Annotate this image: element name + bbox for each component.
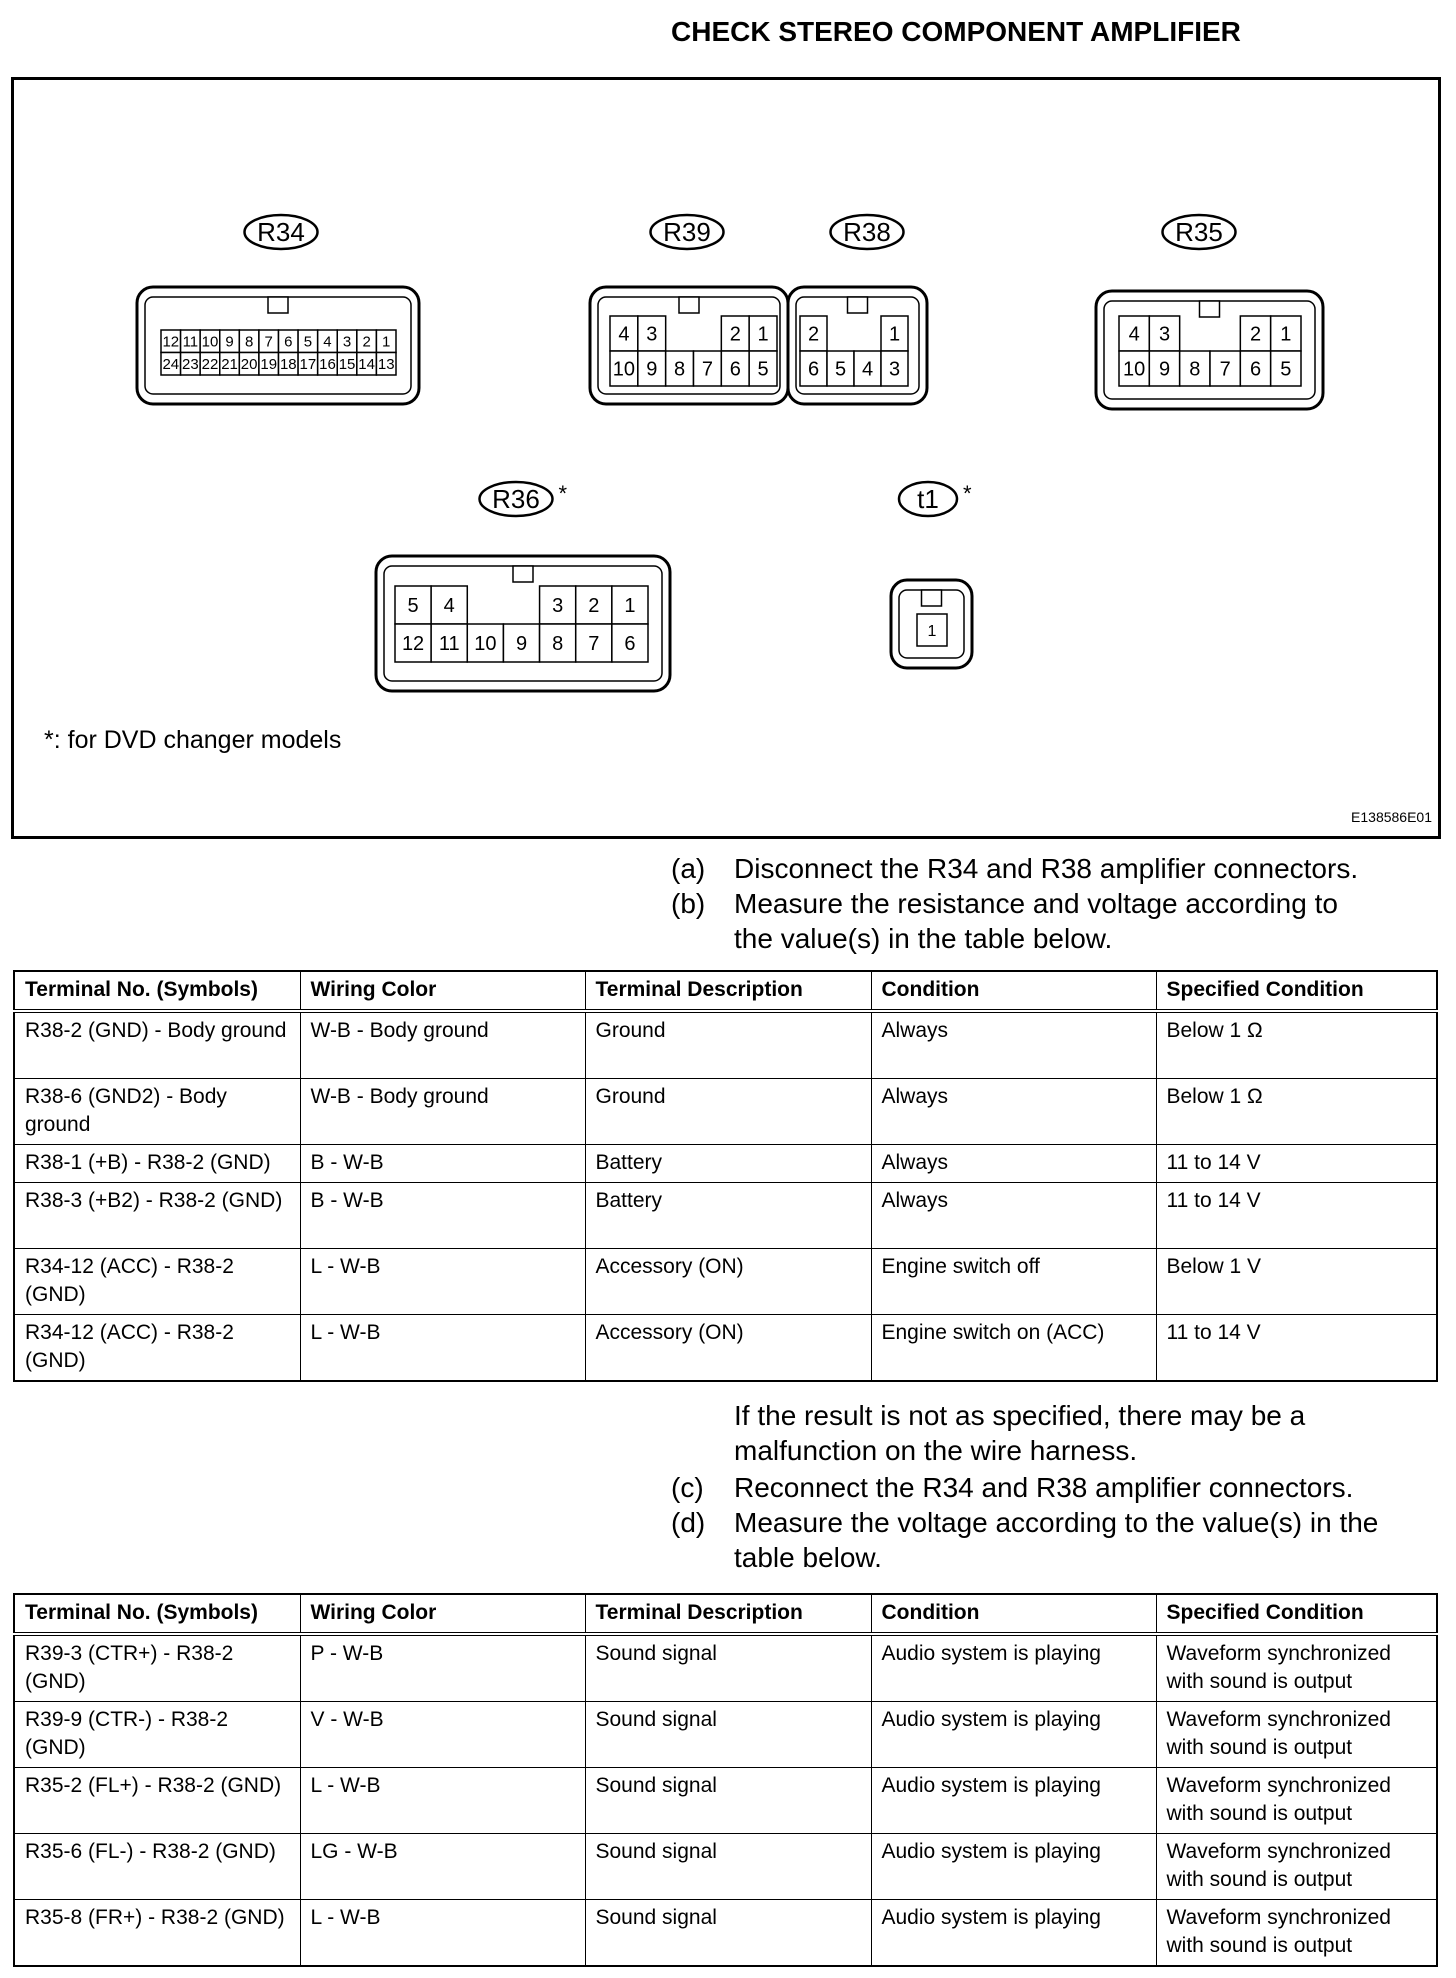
pin-number: 8 (244, 333, 254, 351)
connector-latch (848, 297, 868, 313)
table-cell: Audio system is playing (871, 1834, 1156, 1900)
connector-t1 (891, 481, 972, 668)
table-cell: R34-12 (ACC) - R38-2 (GND) (14, 1315, 300, 1382)
column-header: Condition (871, 971, 1156, 1011)
column-header: Terminal No. (Symbols) (14, 971, 300, 1011)
pin-number: 6 (729, 358, 741, 381)
pin-number: 3 (1158, 323, 1171, 346)
step-label: (c) (671, 1472, 704, 1503)
pin-number: 5 (757, 358, 769, 381)
table-cell: R39-3 (CTR+) - R38-2 (GND) (14, 1634, 300, 1702)
pin-number: 6 (624, 633, 636, 656)
pin-number: 12 (401, 633, 425, 656)
pin-number: 7 (264, 333, 273, 351)
step-label: (a) (671, 853, 706, 884)
connector-diagram (11, 77, 1441, 839)
pin-number: 2 (729, 323, 741, 346)
pin-number: 14 (358, 356, 375, 374)
connector-label: t1 (917, 484, 939, 514)
pin-number: 7 (588, 633, 600, 656)
table-cell: Sound signal (585, 1702, 871, 1768)
pin-number: 9 (515, 633, 528, 656)
result-note-line: If the result is not as specified, there may be a (734, 1400, 1306, 1431)
table-cell: R35-6 (FL-) - R38-2 (GND) (14, 1834, 300, 1900)
column-header: Wiring Color (300, 1594, 585, 1634)
pin-number: 5 (834, 358, 847, 381)
step-text-line: the value(s) in the table below. (734, 923, 1113, 954)
table-row (14, 1702, 1437, 1768)
pin-number: 16 (319, 356, 336, 374)
pin-number: 10 (474, 633, 497, 656)
table-cell: R38-6 (GND2) - Body ground (14, 1079, 300, 1145)
pin-number: 6 (807, 358, 820, 381)
step-label: (d) (671, 1507, 706, 1538)
connector-label: R38 (843, 217, 891, 247)
pin-number: 10 (612, 358, 636, 381)
table-cell: LG - W-B (300, 1834, 585, 1900)
table-cell: Sound signal (585, 1634, 871, 1702)
step-text (734, 851, 1358, 886)
pin-number: 7 (701, 358, 713, 381)
step-text-line: Measure the voltage according to the value(s) in the (734, 1507, 1379, 1538)
table-cell: L - W-B (300, 1900, 585, 1967)
table-cell: R38-1 (+B) - R38-2 (GND) (14, 1145, 300, 1183)
table-cell: 11 to 14 V (1156, 1315, 1437, 1382)
table-cell: Audio system is playing (871, 1634, 1156, 1702)
pin-number: 6 (284, 333, 293, 351)
table-cell: Waveform synchronized with sound is output (1156, 1834, 1437, 1900)
step-label: (b) (671, 888, 706, 919)
table-cell: 11 to 14 V (1156, 1145, 1437, 1183)
pin-number: 6 (1249, 358, 1262, 381)
pin-number: 21 (221, 356, 238, 374)
pin-number: 4 (861, 358, 874, 381)
pin-number: 24 (162, 356, 180, 374)
pin-number: 17 (299, 356, 317, 374)
table-row (14, 1249, 1437, 1315)
table-cell: R38-2 (GND) - Body ground (14, 1011, 300, 1079)
pin-number: 3 (646, 323, 658, 346)
table-cell: V - W-B (300, 1702, 585, 1768)
column-header: Terminal No. (Symbols) (14, 1594, 300, 1634)
table-row (14, 1079, 1437, 1145)
connector-label: R39 (663, 217, 711, 247)
step-text (734, 1505, 1378, 1575)
table-row (14, 1900, 1437, 1967)
connector-latch (922, 590, 942, 606)
pin-number: 5 (407, 595, 419, 618)
table-cell: L - W-B (300, 1249, 585, 1315)
figure-code: E138586E01 (1351, 809, 1432, 825)
table-row (14, 1011, 1437, 1079)
pin-number: 12 (162, 333, 180, 351)
table-cell: Ground (585, 1079, 871, 1145)
pin-number: 2 (362, 333, 371, 351)
table-cell: Sound signal (585, 1834, 871, 1900)
page-title: CHECK STEREO COMPONENT AMPLIFIER (671, 16, 1241, 47)
table-header-row (14, 1594, 1437, 1634)
result-note-line: malfunction on the wire harness. (734, 1435, 1138, 1466)
pin-number: 20 (240, 356, 258, 374)
pin-number: 1 (624, 595, 636, 618)
table-cell: Always (871, 1183, 1156, 1249)
footnote: *: for DVD changer models (44, 726, 342, 754)
pin-number: 4 (323, 333, 332, 351)
table-cell: R39-9 (CTR-) - R38-2 (GND) (14, 1702, 300, 1768)
table-cell: Waveform synchronized with sound is output (1156, 1634, 1437, 1702)
table-cell: P - W-B (300, 1634, 585, 1702)
pin-number: 4 (618, 323, 630, 346)
table-cell: Waveform synchronized with sound is output (1156, 1702, 1437, 1768)
pin-number: 13 (377, 356, 395, 374)
pin-number: 2 (807, 323, 820, 346)
pin-number: 2 (1249, 323, 1262, 346)
step-text-line: Reconnect the R34 and R38 amplifier connectors. (734, 1472, 1354, 1503)
pin-number: 22 (201, 356, 219, 374)
pin-number: 11 (182, 333, 199, 351)
table-row (14, 1145, 1437, 1183)
pin-number: 7 (1219, 358, 1231, 381)
connector-label: R34 (257, 217, 305, 247)
table-cell: Always (871, 1079, 1156, 1145)
table-row (14, 1634, 1437, 1702)
table-cell: R34-12 (ACC) - R38-2 (GND) (14, 1249, 300, 1315)
connector-r34 (137, 215, 419, 404)
pin-number: 18 (279, 356, 297, 374)
pin-number: 9 (646, 358, 658, 381)
table-cell: Sound signal (585, 1768, 871, 1834)
connector-r39 (590, 215, 788, 404)
table-cell: Sound signal (585, 1900, 871, 1967)
step-text-line: table below. (734, 1542, 882, 1573)
table-header-row (14, 971, 1437, 1011)
step-text (734, 1470, 1353, 1505)
connector-latch (268, 297, 288, 313)
table-cell: Waveform synchronized with sound is output (1156, 1900, 1437, 1967)
table-cell: L - W-B (300, 1315, 585, 1382)
pin-number: 1 (927, 622, 937, 640)
signal-voltage-table (13, 1593, 1438, 1967)
column-header: Wiring Color (300, 971, 585, 1011)
pin-number: 9 (225, 333, 234, 351)
table-row (14, 1315, 1437, 1382)
pin-number: 4 (1128, 323, 1140, 346)
column-header: Condition (871, 1594, 1156, 1634)
table-cell: Below 1 V (1156, 1249, 1437, 1315)
pin-number: 23 (182, 356, 199, 374)
table-cell: Always (871, 1011, 1156, 1079)
table-cell: 11 to 14 V (1156, 1183, 1437, 1249)
pin-number: 3 (888, 358, 901, 381)
pin-number: 1 (888, 323, 901, 346)
dvd-model-asterisk: * (558, 481, 568, 506)
table-cell: W-B - Body ground (300, 1079, 585, 1145)
table-row (14, 1183, 1437, 1249)
table-cell: Below 1 Ω (1156, 1011, 1437, 1079)
connector-latch (1200, 301, 1220, 317)
connector-latch (679, 297, 699, 313)
connector-r38 (788, 215, 927, 404)
table-cell: Below 1 Ω (1156, 1079, 1437, 1145)
pin-number: 10 (201, 333, 219, 351)
table-cell: W-B - Body ground (300, 1011, 585, 1079)
column-header: Terminal Description (585, 1594, 871, 1634)
table-cell: Accessory (ON) (585, 1315, 871, 1382)
pin-number: 3 (552, 595, 564, 618)
table-cell: R35-2 (FL+) - R38-2 (GND) (14, 1768, 300, 1834)
connector-latch (513, 566, 533, 582)
table-row (14, 1768, 1437, 1834)
table-cell: Engine switch on (ACC) (871, 1315, 1156, 1382)
table-cell: Accessory (ON) (585, 1249, 871, 1315)
column-header: Specified Condition (1156, 1594, 1437, 1634)
pin-number: 19 (260, 356, 278, 374)
table-cell: Audio system is playing (871, 1702, 1156, 1768)
pin-number: 1 (1280, 323, 1292, 346)
pin-number: 5 (303, 333, 313, 351)
dvd-model-asterisk: * (963, 481, 972, 506)
table-cell: Audio system is playing (871, 1900, 1156, 1967)
table-cell: L - W-B (300, 1768, 585, 1834)
connector-r35 (1096, 215, 1323, 409)
table-cell: Battery (585, 1183, 871, 1249)
column-header: Specified Condition (1156, 971, 1437, 1011)
connector-diagram-drawing (0, 0, 1456, 840)
column-header: Terminal Description (585, 971, 871, 1011)
pin-number: 9 (1158, 358, 1171, 381)
pin-number: 15 (338, 356, 356, 374)
pin-number: 3 (342, 333, 352, 351)
pin-number: 8 (674, 358, 686, 381)
table-cell: B - W-B (300, 1145, 585, 1183)
table-cell: Ground (585, 1011, 871, 1079)
table-cell: R38-3 (+B2) - R38-2 (GND) (14, 1183, 300, 1249)
pin-number: 8 (1189, 358, 1201, 381)
table-cell: Audio system is playing (871, 1768, 1156, 1834)
pin-number: 11 (438, 633, 460, 656)
table-row (14, 1834, 1437, 1900)
pin-number: 5 (1280, 358, 1292, 381)
table-cell: Battery (585, 1145, 871, 1183)
table-cell: Engine switch off (871, 1249, 1156, 1315)
pin-number: 2 (588, 595, 600, 618)
pin-number: 10 (1123, 358, 1146, 381)
table-cell: Always (871, 1145, 1156, 1183)
table-cell: R35-8 (FR+) - R38-2 (GND) (14, 1900, 300, 1967)
connector-label: R36 (492, 484, 540, 514)
connector-label: R35 (1175, 217, 1223, 247)
pin-number: 4 (443, 595, 455, 618)
table-cell: Waveform synchronized with sound is output (1156, 1768, 1437, 1834)
step-text (734, 886, 1338, 956)
resistance-voltage-table (13, 970, 1438, 1382)
pin-number: 8 (552, 633, 564, 656)
step-text-line: Disconnect the R34 and R38 amplifier connectors. (734, 853, 1359, 884)
step-text-line: Measure the resistance and voltage according to (734, 888, 1338, 919)
table-cell: B - W-B (300, 1183, 585, 1249)
pin-number: 1 (382, 333, 391, 351)
connector-r36 (376, 481, 670, 691)
pin-number: 1 (757, 323, 769, 346)
